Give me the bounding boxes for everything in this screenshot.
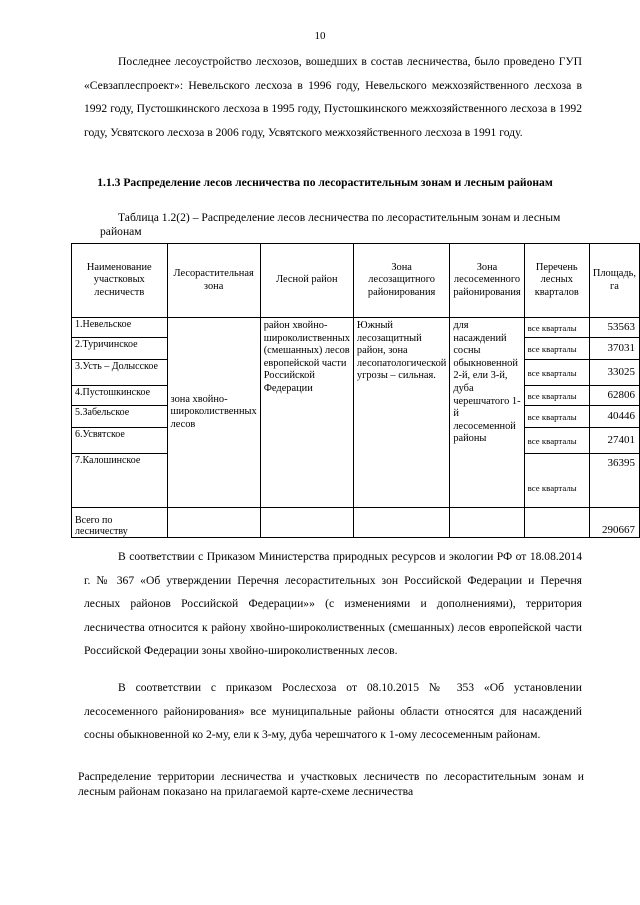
merged-region-cell: район хвойно-широколиственных (смешанных) лесов европейской части Российской Федерации bbox=[260, 318, 353, 508]
order-paragraph-rosleshoz: В соответствии с приказом Рослесхоза от 08.10.2015 № 353 «Об установлении лесосеменного районирования» все муниципальные районы области относятся для насаждений сосны обыкновенной ко 2-му, ели к 3-му, дуба черешчатого к 1-ому лесосеменным районам. bbox=[84, 681, 582, 741]
table-row-quarters: все кварталы bbox=[524, 386, 589, 406]
table-row-name: 5.Забельское bbox=[72, 406, 168, 428]
map-reference-paragraph: Распределение территории лесничества и участковых лесничеств по лесорастительным зонам и лесным районам показано на прилагаемой карте-схеме лесничества bbox=[78, 770, 584, 798]
order-paragraph-ministry: В соответствии с Приказом Министерства природных ресурсов и экологии РФ от 18.08.2014 г. № 367 «Об утверждении Перечня лесорастительных зон Российской Федерации и Перечня лесных районов Российской Федерации»» (с изменениями и дополнениями), территория лесничества относится к району хвойно-широколиственных (смешанных) лесов европейской части Российской Федерации зоны хвойно-широколиственных лесов. bbox=[84, 550, 582, 657]
table-row-name: 2.Туричинское bbox=[72, 338, 168, 360]
table-row-name: 1.Невельское bbox=[72, 318, 168, 338]
table-row-name: 4.Пустошкинское bbox=[72, 386, 168, 406]
total-empty-cell bbox=[524, 508, 589, 538]
total-area: 290667 bbox=[589, 508, 639, 538]
header-name: Наименование участковых лесничеств bbox=[72, 244, 168, 318]
header-protective: Зона лесозащитного районирования bbox=[353, 244, 449, 318]
total-empty-cell bbox=[260, 508, 353, 538]
table-row-area: 36395 bbox=[589, 454, 639, 508]
table-row-area: 27401 bbox=[589, 428, 639, 454]
table-row-name: 7.Калошинское bbox=[72, 454, 168, 508]
merged-protective-cell: Южный лесозащитный район, зона лесопатологической угрозы – сильная. bbox=[353, 318, 449, 508]
table-row-area: 40446 bbox=[589, 406, 639, 428]
table-caption: Таблица 1.2(2) – Распределение лесов лесничества по лесорастительным зонам и лесным районам bbox=[100, 211, 561, 238]
table-row-name: 6.Усвятское bbox=[72, 428, 168, 454]
header-quarters: Перечень лесных кварталов bbox=[524, 244, 589, 318]
intro-paragraph: Последнее лесоустройство лесхозов, вошедших в состав лесничества, было проведено ГУП «Севзаплеспроект»: Невельского лесхоза в 1996 году, Невельского межхозяйственного лесхоза в 1992 году, Пустошкинского лесхоза в 1995 году, Пустошкинского межхозяйственного лесхоза в 1992 году, Усвятского лесхоза в 2006 году, Усвятского межхозяйственного лесхоза в 1991 году. bbox=[84, 55, 582, 139]
section-heading: 1.1.3 Распределение лесов лесничества по лесорастительным зонам и лесным районам bbox=[97, 176, 553, 189]
table-row-quarters: все кварталы bbox=[524, 406, 589, 428]
page-number: 10 bbox=[314, 30, 326, 42]
table-row-quarters: все кварталы bbox=[524, 360, 589, 386]
table-row-area: 37031 bbox=[589, 338, 639, 360]
header-seed: Зона лесосеменного районирования bbox=[450, 244, 524, 318]
total-label: Всего по лесничеству bbox=[72, 508, 168, 538]
total-empty-cell bbox=[167, 508, 260, 538]
table-row-name: 3.Усть – Долысское bbox=[72, 360, 168, 386]
table-row-area: 33025 bbox=[589, 360, 639, 386]
forest-distribution-table bbox=[71, 243, 640, 538]
table-row-area: 62806 bbox=[589, 386, 639, 406]
total-empty-cell bbox=[353, 508, 449, 538]
header-zone: Лесорастительная зона bbox=[167, 244, 260, 318]
header-region: Лесной район bbox=[260, 244, 353, 318]
table-row-quarters: все кварталы bbox=[524, 454, 589, 508]
table-row-quarters: все кварталы bbox=[524, 318, 589, 338]
table-row-quarters: все кварталы bbox=[524, 338, 589, 360]
table-row-area: 53563 bbox=[589, 318, 639, 338]
header-area: Площадь, га bbox=[589, 244, 639, 318]
merged-zone-cell: зона хвойно-широколиственных лесов bbox=[167, 318, 260, 508]
total-empty-cell bbox=[450, 508, 524, 538]
table-row-quarters: все кварталы bbox=[524, 428, 589, 454]
merged-seed-cell: для насаждений сосны обыкновенной 2-й, ели 3-й, дуба черешчатого 1-й лесосеменной районы bbox=[450, 318, 524, 508]
